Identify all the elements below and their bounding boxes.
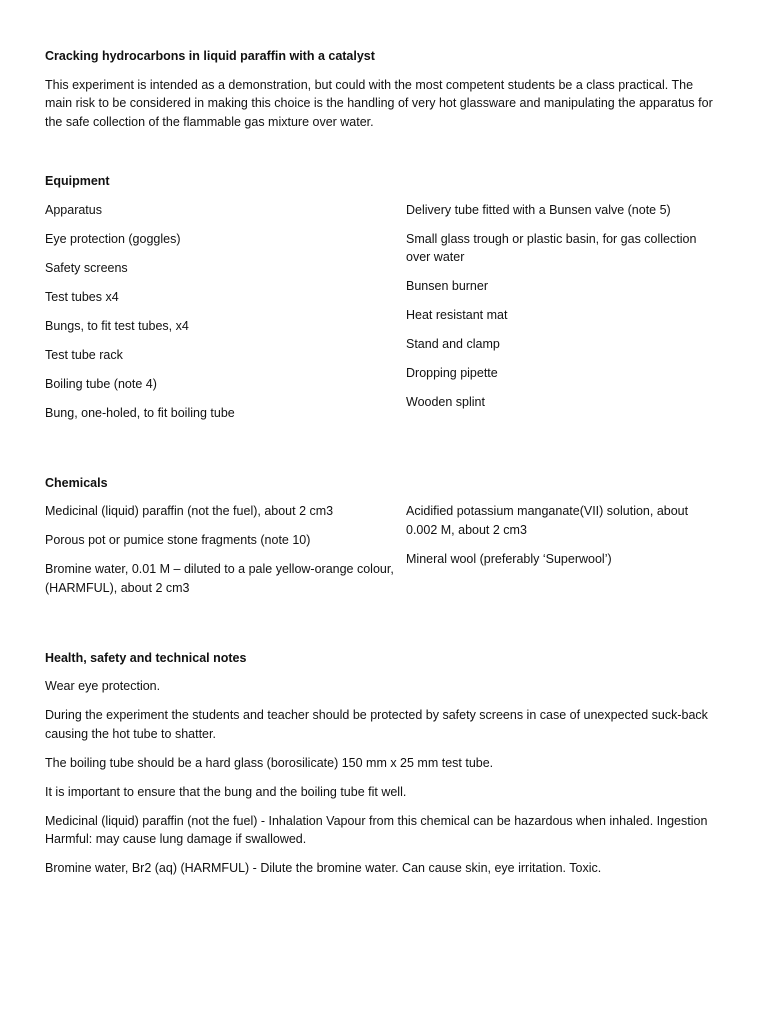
equipment-item: Safety screens <box>45 260 128 275</box>
equipment-item: Wooden splint <box>406 395 485 409</box>
equipment-item: Heat resistant mat <box>406 308 508 322</box>
equipment-list <box>45 201 718 433</box>
equipment-item: Eye protection (goggles) <box>45 231 181 246</box>
chemical-item: Acidified potassium manganate(VII) solution, about 0.002 M, about 2 cm3 <box>406 504 689 537</box>
chemicals-list-right <box>406 502 718 608</box>
equipment-item: Apparatus <box>45 202 102 217</box>
intro-paragraph: This experiment is intended as a demonstration, but could with the most competent students be a class practical. The main risk to be considered in making this choice is the handling of very hot glassware and manipulating the apparatus for the safe collection of the flammable gas mixture over water. <box>45 77 713 129</box>
chemical-item: Porous pot or pumice stone fragments (note 10) <box>45 533 311 547</box>
chemical-item: Mineral wool (preferably ‘Superwool’) <box>406 551 612 566</box>
safety-note: Medicinal (liquid) paraffin (not the fuel) - Inhalation Vapour from this chemical can be hazardous when inhaled. Ingestion Harmful: may cause lung damage if swallowed. <box>45 813 708 846</box>
equipment-section <box>45 172 718 433</box>
equipment-item: Test tube rack <box>45 347 123 362</box>
chemicals-list-left <box>45 502 406 608</box>
equipment-item: Boiling tube (note 4) <box>45 376 157 391</box>
equipment-item: Bungs, to fit test tubes, x4 <box>45 318 189 333</box>
equipment-heading: Equipment <box>45 174 110 188</box>
safety-note: It is important to ensure that the bung and the boiling tube fit well. <box>45 784 407 799</box>
safety-note: The boiling tube should be a hard glass (borosilicate) 150 mm x 25 mm test tube. <box>45 755 494 770</box>
chemical-item: Medicinal (liquid) paraffin (not the fuel), about 2 cm3 <box>45 504 334 518</box>
equipment-item: Delivery tube fitted with a Bunsen valve (note 5) <box>406 202 671 217</box>
equipment-item: Bung, one-holed, to fit boiling tube <box>45 405 235 420</box>
chemical-item: Bromine water, 0.01 M – diluted to a pale yellow-orange colour, (HARMFUL), about 2 cm3 <box>45 562 394 595</box>
safety-note: Bromine water, Br2 (aq) (HARMFUL) - Dilute the bromine water. Can cause skin, eye irritation. Toxic. <box>45 861 602 875</box>
chemicals-section <box>45 474 718 608</box>
equipment-item: Stand and clamp <box>406 337 500 351</box>
equipment-list-left <box>45 201 406 433</box>
equipment-item: Test tubes x4 <box>45 289 119 304</box>
chemicals-list <box>45 502 718 608</box>
safety-note: During the experiment the students and teacher should be protected by safety screens in case of unexpected suck-back causing the hot tube to shatter. <box>45 708 708 741</box>
equipment-item: Bunsen burner <box>406 279 489 293</box>
document-title: Cracking hydrocarbons in liquid paraffin with a catalyst <box>45 49 375 63</box>
equipment-item: Dropping pipette <box>406 366 498 380</box>
equipment-item: Small glass trough or plastic basin, for gas collection over water <box>406 231 697 264</box>
health-safety-heading: Health, safety and technical notes <box>45 650 247 665</box>
equipment-list-right <box>406 201 718 433</box>
health-safety-section <box>45 649 718 878</box>
safety-note: Wear eye protection. <box>45 679 161 693</box>
chemicals-heading: Chemicals <box>45 475 108 490</box>
